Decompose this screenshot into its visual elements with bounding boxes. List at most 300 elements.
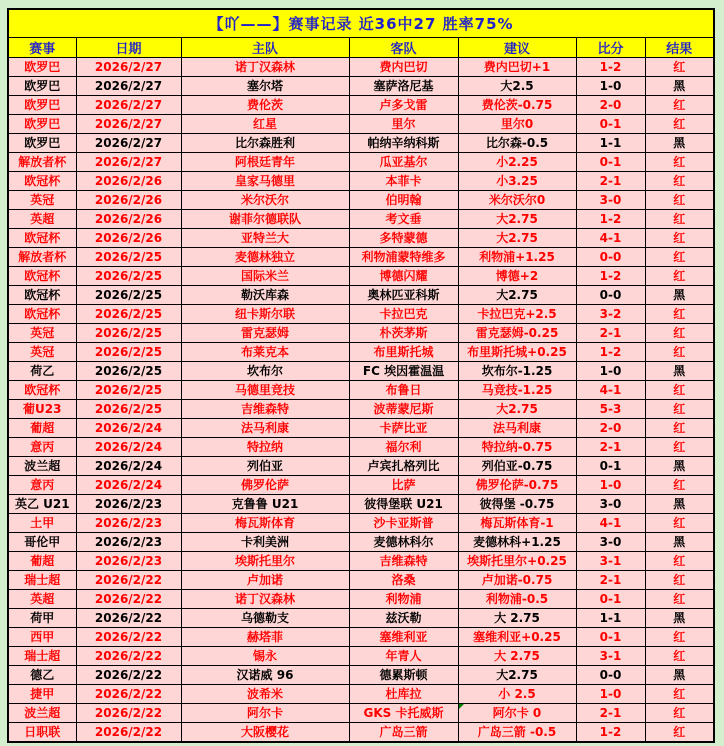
tip-cell: 大2.5 (458, 76, 576, 95)
home-cell: 红星 (181, 114, 349, 133)
score-cell: 2-0 (576, 418, 645, 437)
score-cell: 0-0 (576, 665, 645, 684)
home-cell: 勒沃库森 (181, 285, 349, 304)
table-row (8, 646, 714, 665)
table-row (8, 209, 714, 228)
table-row (8, 171, 714, 190)
column-header-home-team: 主队 (181, 37, 349, 57)
score-cell: 1-2 (576, 722, 645, 742)
column-header-result: 结果 (645, 37, 714, 57)
away-cell: 伯明翰 (349, 190, 458, 209)
column-header-score: 比分 (576, 37, 645, 57)
date-cell: 2026/2/23 (76, 494, 181, 513)
table-row (8, 57, 714, 76)
tip-cell: 塞维利亚+0.25 (458, 627, 576, 646)
column-header-date: 日期 (76, 37, 181, 57)
table-row (8, 437, 714, 456)
table-row (8, 285, 714, 304)
away-cell: 福尔利 (349, 437, 458, 456)
date-cell: 2026/2/22 (76, 684, 181, 703)
league-cell: 荷乙 (8, 361, 76, 380)
score-cell: 3-2 (576, 304, 645, 323)
result-cell: 红 (645, 418, 714, 437)
home-cell: 亚特兰大 (181, 228, 349, 247)
result-cell: 红 (645, 152, 714, 171)
score-cell: 1-2 (576, 266, 645, 285)
table-row (8, 266, 714, 285)
league-cell: 英冠 (8, 190, 76, 209)
table-title: 【吖——】赛事记录 近36中27 胜率75% (8, 9, 714, 37)
home-cell: 大阪樱花 (181, 722, 349, 742)
tip-cell: 大2.75 (458, 228, 576, 247)
table-row (8, 722, 714, 742)
score-cell: 1-0 (576, 361, 645, 380)
away-cell: 博德闪耀 (349, 266, 458, 285)
away-cell: 塞维利亚 (349, 627, 458, 646)
away-cell: 布鲁日 (349, 380, 458, 399)
home-cell: 坎布尔 (181, 361, 349, 380)
league-cell: 波兰超 (8, 703, 76, 722)
home-cell: 波希米 (181, 684, 349, 703)
result-cell: 红 (645, 475, 714, 494)
tip-cell: 小 2.5 (458, 684, 576, 703)
date-cell: 2026/2/25 (76, 323, 181, 342)
home-cell: 法马利康 (181, 418, 349, 437)
tip-cell: 大 2.75 (458, 646, 576, 665)
result-cell: 红 (645, 266, 714, 285)
score-cell: 0-1 (576, 152, 645, 171)
away-cell: 卡拉巴克 (349, 304, 458, 323)
result-cell: 红 (645, 570, 714, 589)
score-cell: 0-1 (576, 589, 645, 608)
away-cell: 彼得堡联 U21 (349, 494, 458, 513)
tip-cell: 博德+2 (458, 266, 576, 285)
tip-cell: 小3.25 (458, 171, 576, 190)
tip-cell: 坎布尔-1.25 (458, 361, 576, 380)
date-cell: 2026/2/26 (76, 209, 181, 228)
table-row (8, 418, 714, 437)
result-cell: 红 (645, 171, 714, 190)
league-cell: 英超 (8, 209, 76, 228)
score-cell: 1-2 (576, 209, 645, 228)
away-cell: 本菲卡 (349, 171, 458, 190)
away-cell: 布里斯托城 (349, 342, 458, 361)
tip-cell: 米尔沃尔0 (458, 190, 576, 209)
home-cell: 诺丁汉森林 (181, 57, 349, 76)
away-cell: 波蒂蒙尼斯 (349, 399, 458, 418)
league-cell: 葡超 (8, 551, 76, 570)
tip-cell: 大2.75 (458, 665, 576, 684)
table-body (8, 57, 714, 742)
header-row (8, 37, 714, 57)
table-row (8, 627, 714, 646)
league-cell: 欧冠杯 (8, 304, 76, 323)
result-cell: 黑 (645, 608, 714, 627)
date-cell: 2026/2/24 (76, 456, 181, 475)
away-cell: 帕纳辛纳科斯 (349, 133, 458, 152)
table-row (8, 323, 714, 342)
away-cell: 瓜亚基尔 (349, 152, 458, 171)
result-cell: 红 (645, 513, 714, 532)
home-cell: 克鲁鲁 U21 (181, 494, 349, 513)
tip-cell: 梅瓦斯体育-1 (458, 513, 576, 532)
date-cell: 2026/2/23 (76, 532, 181, 551)
league-cell: 欧罗巴 (8, 95, 76, 114)
away-cell: 麦德林科尔 (349, 532, 458, 551)
result-cell: 红 (645, 247, 714, 266)
date-cell: 2026/2/27 (76, 152, 181, 171)
home-cell: 特拉纳 (181, 437, 349, 456)
result-cell: 红 (645, 114, 714, 133)
score-cell: 4-1 (576, 513, 645, 532)
score-cell: 2-1 (576, 323, 645, 342)
away-cell: 卢宾扎格列比 (349, 456, 458, 475)
score-cell: 4-1 (576, 380, 645, 399)
away-cell: 费内巴切 (349, 57, 458, 76)
home-cell: 马德里竞技 (181, 380, 349, 399)
home-cell: 国际米兰 (181, 266, 349, 285)
league-cell: 解放者杯 (8, 152, 76, 171)
tip-cell: 比尔森-0.5 (458, 133, 576, 152)
league-cell: 英冠 (8, 323, 76, 342)
score-cell: 1-0 (576, 684, 645, 703)
result-cell: 红 (645, 380, 714, 399)
league-cell: 欧冠杯 (8, 285, 76, 304)
date-cell: 2026/2/22 (76, 570, 181, 589)
league-cell: 荷甲 (8, 608, 76, 627)
result-cell: 红 (645, 95, 714, 114)
date-cell: 2026/2/25 (76, 361, 181, 380)
home-cell: 埃斯托里尔 (181, 551, 349, 570)
date-cell: 2026/2/24 (76, 418, 181, 437)
table-row (8, 76, 714, 95)
tip-cell: 里尔0 (458, 114, 576, 133)
league-cell: 欧罗巴 (8, 76, 76, 95)
result-cell: 黑 (645, 76, 714, 95)
home-cell: 雷克瑟姆 (181, 323, 349, 342)
league-cell: 西甲 (8, 627, 76, 646)
away-cell: 洛桑 (349, 570, 458, 589)
result-cell: 黑 (645, 456, 714, 475)
score-cell: 3-1 (576, 551, 645, 570)
date-cell: 2026/2/26 (76, 171, 181, 190)
home-cell: 乌德勒支 (181, 608, 349, 627)
score-cell: 1-1 (576, 608, 645, 627)
away-cell: FC 埃因霍温温 (349, 361, 458, 380)
away-cell: 广岛三箭 (349, 722, 458, 742)
score-cell: 3-1 (576, 646, 645, 665)
table-row (8, 494, 714, 513)
away-cell: 奥林匹亚科斯 (349, 285, 458, 304)
home-cell: 费伦茨 (181, 95, 349, 114)
table-row (8, 95, 714, 114)
home-cell: 汉诺威 96 (181, 665, 349, 684)
table-row (8, 456, 714, 475)
date-cell: 2026/2/25 (76, 399, 181, 418)
tip-cell: 列伯亚-0.75 (458, 456, 576, 475)
league-cell: 意丙 (8, 475, 76, 494)
tip-cell: 小2.25 (458, 152, 576, 171)
date-cell: 2026/2/22 (76, 589, 181, 608)
home-cell: 列伯亚 (181, 456, 349, 475)
league-cell: 英乙 U21 (8, 494, 76, 513)
score-cell: 1-0 (576, 475, 645, 494)
league-cell: 欧罗巴 (8, 133, 76, 152)
title-row (8, 9, 714, 37)
home-cell: 卢加诺 (181, 570, 349, 589)
league-cell: 欧罗巴 (8, 114, 76, 133)
table-row (8, 190, 714, 209)
home-cell: 诺丁汉森林 (181, 589, 349, 608)
home-cell: 塞尔塔 (181, 76, 349, 95)
tip-cell: 法马利康 (458, 418, 576, 437)
tip-cell: 利物浦+1.25 (458, 247, 576, 266)
table-row (8, 570, 714, 589)
league-cell: 葡U23 (8, 399, 76, 418)
table-row (8, 703, 714, 722)
home-cell: 麦德林独立 (181, 247, 349, 266)
date-cell: 2026/2/22 (76, 665, 181, 684)
result-cell: 红 (645, 646, 714, 665)
result-cell: 红 (645, 209, 714, 228)
home-cell: 比尔森胜利 (181, 133, 349, 152)
tip-cell: 埃斯托里尔+0.25 (458, 551, 576, 570)
score-cell: 3-0 (576, 494, 645, 513)
table-row (8, 304, 714, 323)
tip-cell: 卢加诺-0.75 (458, 570, 576, 589)
league-cell: 英冠 (8, 342, 76, 361)
away-cell: 卢多戈雷 (349, 95, 458, 114)
result-cell: 红 (645, 627, 714, 646)
result-cell: 红 (645, 304, 714, 323)
away-cell: 朴茨茅斯 (349, 323, 458, 342)
date-cell: 2026/2/27 (76, 57, 181, 76)
date-cell: 2026/2/23 (76, 551, 181, 570)
result-cell: 红 (645, 703, 714, 722)
table-row (8, 247, 714, 266)
date-cell: 2026/2/26 (76, 190, 181, 209)
result-cell: 黑 (645, 285, 714, 304)
date-cell: 2026/2/24 (76, 437, 181, 456)
table-row (8, 589, 714, 608)
away-cell: 利物浦 (349, 589, 458, 608)
score-cell: 2-1 (576, 570, 645, 589)
home-cell: 纽卡斯尔联 (181, 304, 349, 323)
score-cell: 4-1 (576, 228, 645, 247)
away-cell: 沙卡亚斯普 (349, 513, 458, 532)
score-cell: 3-0 (576, 532, 645, 551)
result-cell: 红 (645, 323, 714, 342)
date-cell: 2026/2/25 (76, 266, 181, 285)
date-cell: 2026/2/22 (76, 646, 181, 665)
tip-cell: 费伦茨-0.75 (458, 95, 576, 114)
tip-cell: 大2.75 (458, 209, 576, 228)
table-row (8, 342, 714, 361)
score-cell: 1-2 (576, 57, 645, 76)
score-cell: 2-1 (576, 437, 645, 456)
date-cell: 2026/2/27 (76, 133, 181, 152)
away-cell: 杜库拉 (349, 684, 458, 703)
league-cell: 捷甲 (8, 684, 76, 703)
result-cell: 红 (645, 57, 714, 76)
result-cell: 红 (645, 722, 714, 742)
home-cell: 锡永 (181, 646, 349, 665)
tip-cell: 雷克瑟姆-0.25 (458, 323, 576, 342)
result-cell: 红 (645, 551, 714, 570)
home-cell: 皇家马德里 (181, 171, 349, 190)
tip-cell: 卡拉巴克+2.5 (458, 304, 576, 323)
date-cell: 2026/2/23 (76, 513, 181, 532)
tip-cell: 大 2.75 (458, 608, 576, 627)
date-cell: 2026/2/25 (76, 304, 181, 323)
league-cell: 意丙 (8, 437, 76, 456)
league-cell: 解放者杯 (8, 247, 76, 266)
league-cell: 波兰超 (8, 456, 76, 475)
score-cell: 2-0 (576, 95, 645, 114)
league-cell: 欧冠杯 (8, 266, 76, 285)
league-cell: 欧冠杯 (8, 380, 76, 399)
away-cell: 吉维森特 (349, 551, 458, 570)
score-cell: 1-0 (576, 76, 645, 95)
date-cell: 2026/2/25 (76, 380, 181, 399)
score-cell: 0-1 (576, 627, 645, 646)
away-cell: 德累斯顿 (349, 665, 458, 684)
match-records-table (7, 8, 715, 743)
result-cell: 黑 (645, 361, 714, 380)
table-row (8, 399, 714, 418)
home-cell: 吉维森特 (181, 399, 349, 418)
away-cell: 多特蒙德 (349, 228, 458, 247)
tip-cell: 广岛三箭 -0.5 (458, 722, 576, 742)
date-cell: 2026/2/22 (76, 608, 181, 627)
home-cell: 米尔沃尔 (181, 190, 349, 209)
result-cell: 红 (645, 684, 714, 703)
result-cell: 红 (645, 190, 714, 209)
away-cell: 比萨 (349, 475, 458, 494)
score-cell: 0-0 (576, 285, 645, 304)
column-header-league: 赛事 (8, 37, 76, 57)
tip-cell: 利物浦-0.5 (458, 589, 576, 608)
home-cell: 梅瓦斯体育 (181, 513, 349, 532)
league-cell: 德乙 (8, 665, 76, 684)
home-cell: 阿根廷青年 (181, 152, 349, 171)
home-cell: 赫塔菲 (181, 627, 349, 646)
tip-cell: 佛罗伦萨-0.75 (458, 475, 576, 494)
table-row (8, 361, 714, 380)
tip-cell: 麦德林科+1.25 (458, 532, 576, 551)
score-cell: 2-1 (576, 171, 645, 190)
home-cell: 佛罗伦萨 (181, 475, 349, 494)
result-cell: 红 (645, 342, 714, 361)
result-cell: 黑 (645, 133, 714, 152)
table-row (8, 228, 714, 247)
score-cell: 0-1 (576, 114, 645, 133)
away-cell: GKS 卡托威斯 (349, 703, 458, 722)
table-row (8, 551, 714, 570)
table-row (8, 684, 714, 703)
column-header-away-team: 客队 (349, 37, 458, 57)
league-cell: 瑞士超 (8, 570, 76, 589)
date-cell: 2026/2/27 (76, 76, 181, 95)
result-cell: 红 (645, 589, 714, 608)
tip-cell: 大2.75 (458, 399, 576, 418)
date-cell: 2026/2/25 (76, 342, 181, 361)
home-cell: 布莱克本 (181, 342, 349, 361)
score-cell: 3-0 (576, 190, 645, 209)
score-cell: 5-3 (576, 399, 645, 418)
table-row (8, 475, 714, 494)
tip-cell: 马竞技-1.25 (458, 380, 576, 399)
date-cell: 2026/2/27 (76, 114, 181, 133)
league-cell: 葡超 (8, 418, 76, 437)
date-cell: 2026/2/22 (76, 703, 181, 722)
away-cell: 年青人 (349, 646, 458, 665)
away-cell: 利物浦蒙特维多 (349, 247, 458, 266)
table-row (8, 665, 714, 684)
away-cell: 兹沃勒 (349, 608, 458, 627)
date-cell: 2026/2/25 (76, 247, 181, 266)
score-cell: 1-2 (576, 342, 645, 361)
league-cell: 欧冠杯 (8, 228, 76, 247)
league-cell: 土甲 (8, 513, 76, 532)
tip-cell: 大2.75 (458, 285, 576, 304)
column-header-tip: 建议 (458, 37, 576, 57)
date-cell: 2026/2/26 (76, 228, 181, 247)
table-row (8, 532, 714, 551)
table-row (8, 114, 714, 133)
score-cell: 0-0 (576, 247, 645, 266)
date-cell: 2026/2/27 (76, 95, 181, 114)
table-row (8, 513, 714, 532)
league-cell: 哥伦甲 (8, 532, 76, 551)
league-cell: 英超 (8, 589, 76, 608)
away-cell: 里尔 (349, 114, 458, 133)
table-row (8, 380, 714, 399)
tip-cell: 特拉纳-0.75 (458, 437, 576, 456)
date-cell: 2026/2/24 (76, 475, 181, 494)
table-row (8, 133, 714, 152)
league-cell: 瑞士超 (8, 646, 76, 665)
result-cell: 黑 (645, 494, 714, 513)
league-cell: 欧罗巴 (8, 57, 76, 76)
tip-cell: 彼得堡 -0.75 (458, 494, 576, 513)
league-cell: 欧冠杯 (8, 171, 76, 190)
score-cell: 2-1 (576, 703, 645, 722)
result-cell: 红 (645, 399, 714, 418)
result-cell: 红 (645, 228, 714, 247)
away-cell: 考文垂 (349, 209, 458, 228)
away-cell: 塞萨洛尼基 (349, 76, 458, 95)
score-cell: 1-1 (576, 133, 645, 152)
home-cell: 卡利美洲 (181, 532, 349, 551)
date-cell: 2026/2/25 (76, 285, 181, 304)
score-cell: 0-1 (576, 456, 645, 475)
date-cell: 2026/2/22 (76, 627, 181, 646)
table-row (8, 608, 714, 627)
table-row (8, 152, 714, 171)
result-cell: 黑 (645, 532, 714, 551)
home-cell: 阿尔卡 (181, 703, 349, 722)
tip-cell: 阿尔卡 0 (458, 703, 576, 722)
tip-cell: 布里斯托城+0.25 (458, 342, 576, 361)
league-cell: 日职联 (8, 722, 76, 742)
result-cell: 黑 (645, 665, 714, 684)
date-cell: 2026/2/22 (76, 722, 181, 742)
home-cell: 谢菲尔德联队 (181, 209, 349, 228)
cell-error-indicator-icon (459, 704, 464, 709)
away-cell: 卡萨比亚 (349, 418, 458, 437)
tip-cell: 费内巴切+1 (458, 57, 576, 76)
